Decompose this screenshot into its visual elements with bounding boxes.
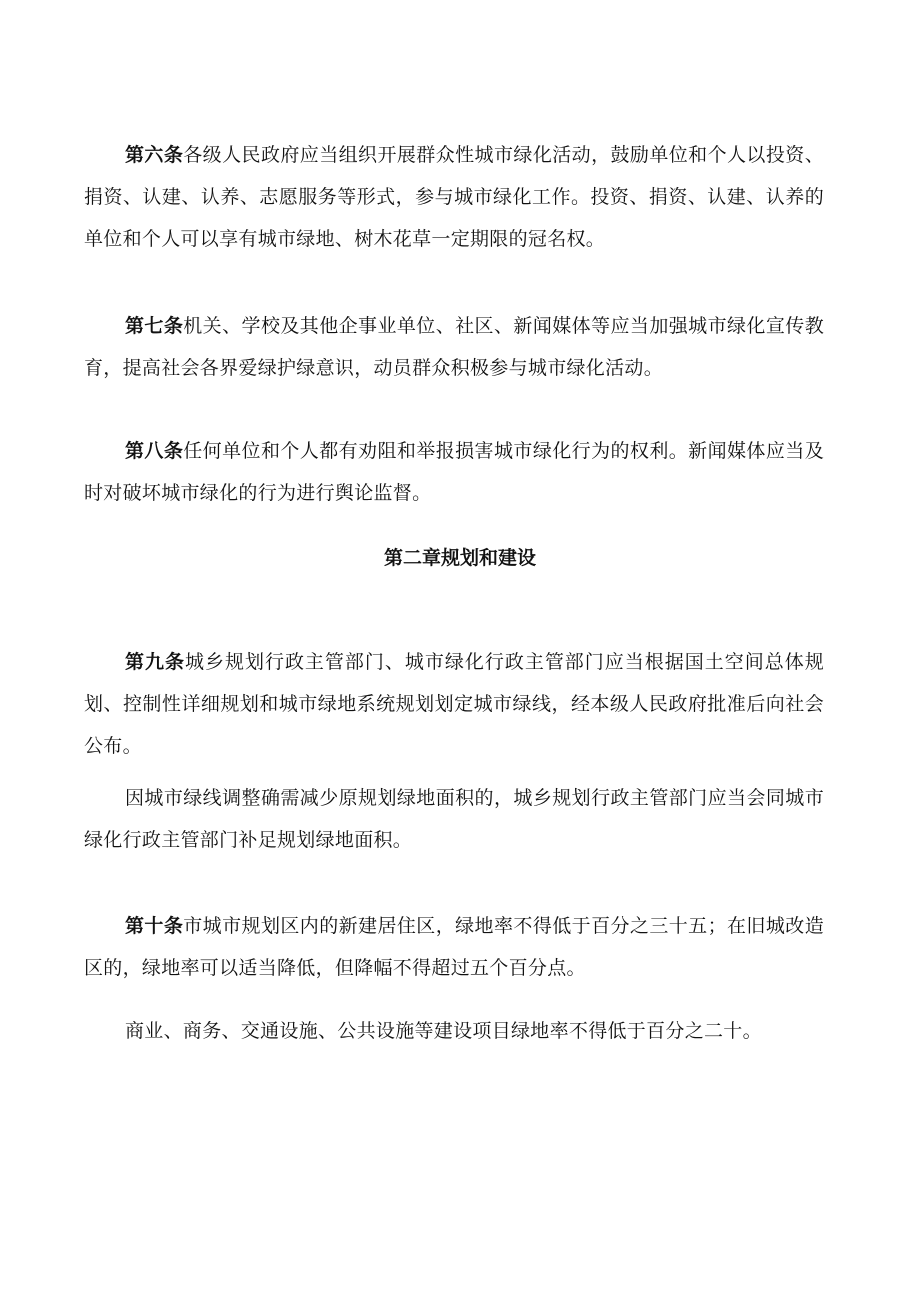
article-9-continuation: 因城市绿线调整确需减少原规划绿地面积的，城乡规划行政主管部门应当会同城市绿化行政主管部门补足规划绿地面积。 — [84, 787, 824, 851]
article-8-label: 第八条 — [125, 440, 184, 462]
article-6 — [84, 134, 824, 260]
article-6-text: 各级人民政府应当组织开展群众性城市绿化活动，鼓励单位和个人以投资、捐资、认建、认养、志愿服务等形式，参与城市绿化工作。投资、捐资、认建、认养的单位和个人可以享有城市绿地、树木花草一定期限的冠名权。 — [84, 144, 824, 250]
article-10-text: 市城市规划区内的新建居住区，绿地率不得低于百分之三十五；在旧城改造区的，绿地率可以适当降低，但降幅不得超过五个百分点。 — [84, 915, 824, 979]
article-9 — [84, 641, 824, 767]
chapter-title: 第二章规划和建设 — [383, 547, 536, 569]
article-8-text: 任何单位和个人都有劝阻和举报损害城市绿化行为的权利。新闻媒体应当及时对破坏城市绿化的行为进行舆论监督。 — [84, 440, 824, 504]
article-10-label: 第十条 — [125, 915, 184, 937]
article-7-label: 第七条 — [125, 315, 184, 337]
article-9-label: 第九条 — [125, 651, 185, 673]
article-7-text: 机关、学校及其他企事业单位、社区、新闻媒体等应当加强城市绿化宣传教育，提高社会各界爱绿护绿意识，动员群众积极参与城市绿化活动。 — [84, 315, 824, 379]
article-9-text: 城乡规划行政主管部门、城市绿化行政主管部门应当根据国土空间总体规划、控制性详细规划和城市绿地系统规划划定城市绿线，经本级人民政府批准后向社会公布。 — [84, 651, 824, 757]
article-10 — [84, 905, 824, 989]
article-10-continuation: 商业、商务、交通设施、公共设施等建设项目绿地率不得低于百分之二十。 — [125, 1020, 762, 1042]
article-8 — [84, 430, 824, 514]
article-7 — [84, 305, 824, 389]
article-6-label: 第六条 — [125, 144, 184, 166]
